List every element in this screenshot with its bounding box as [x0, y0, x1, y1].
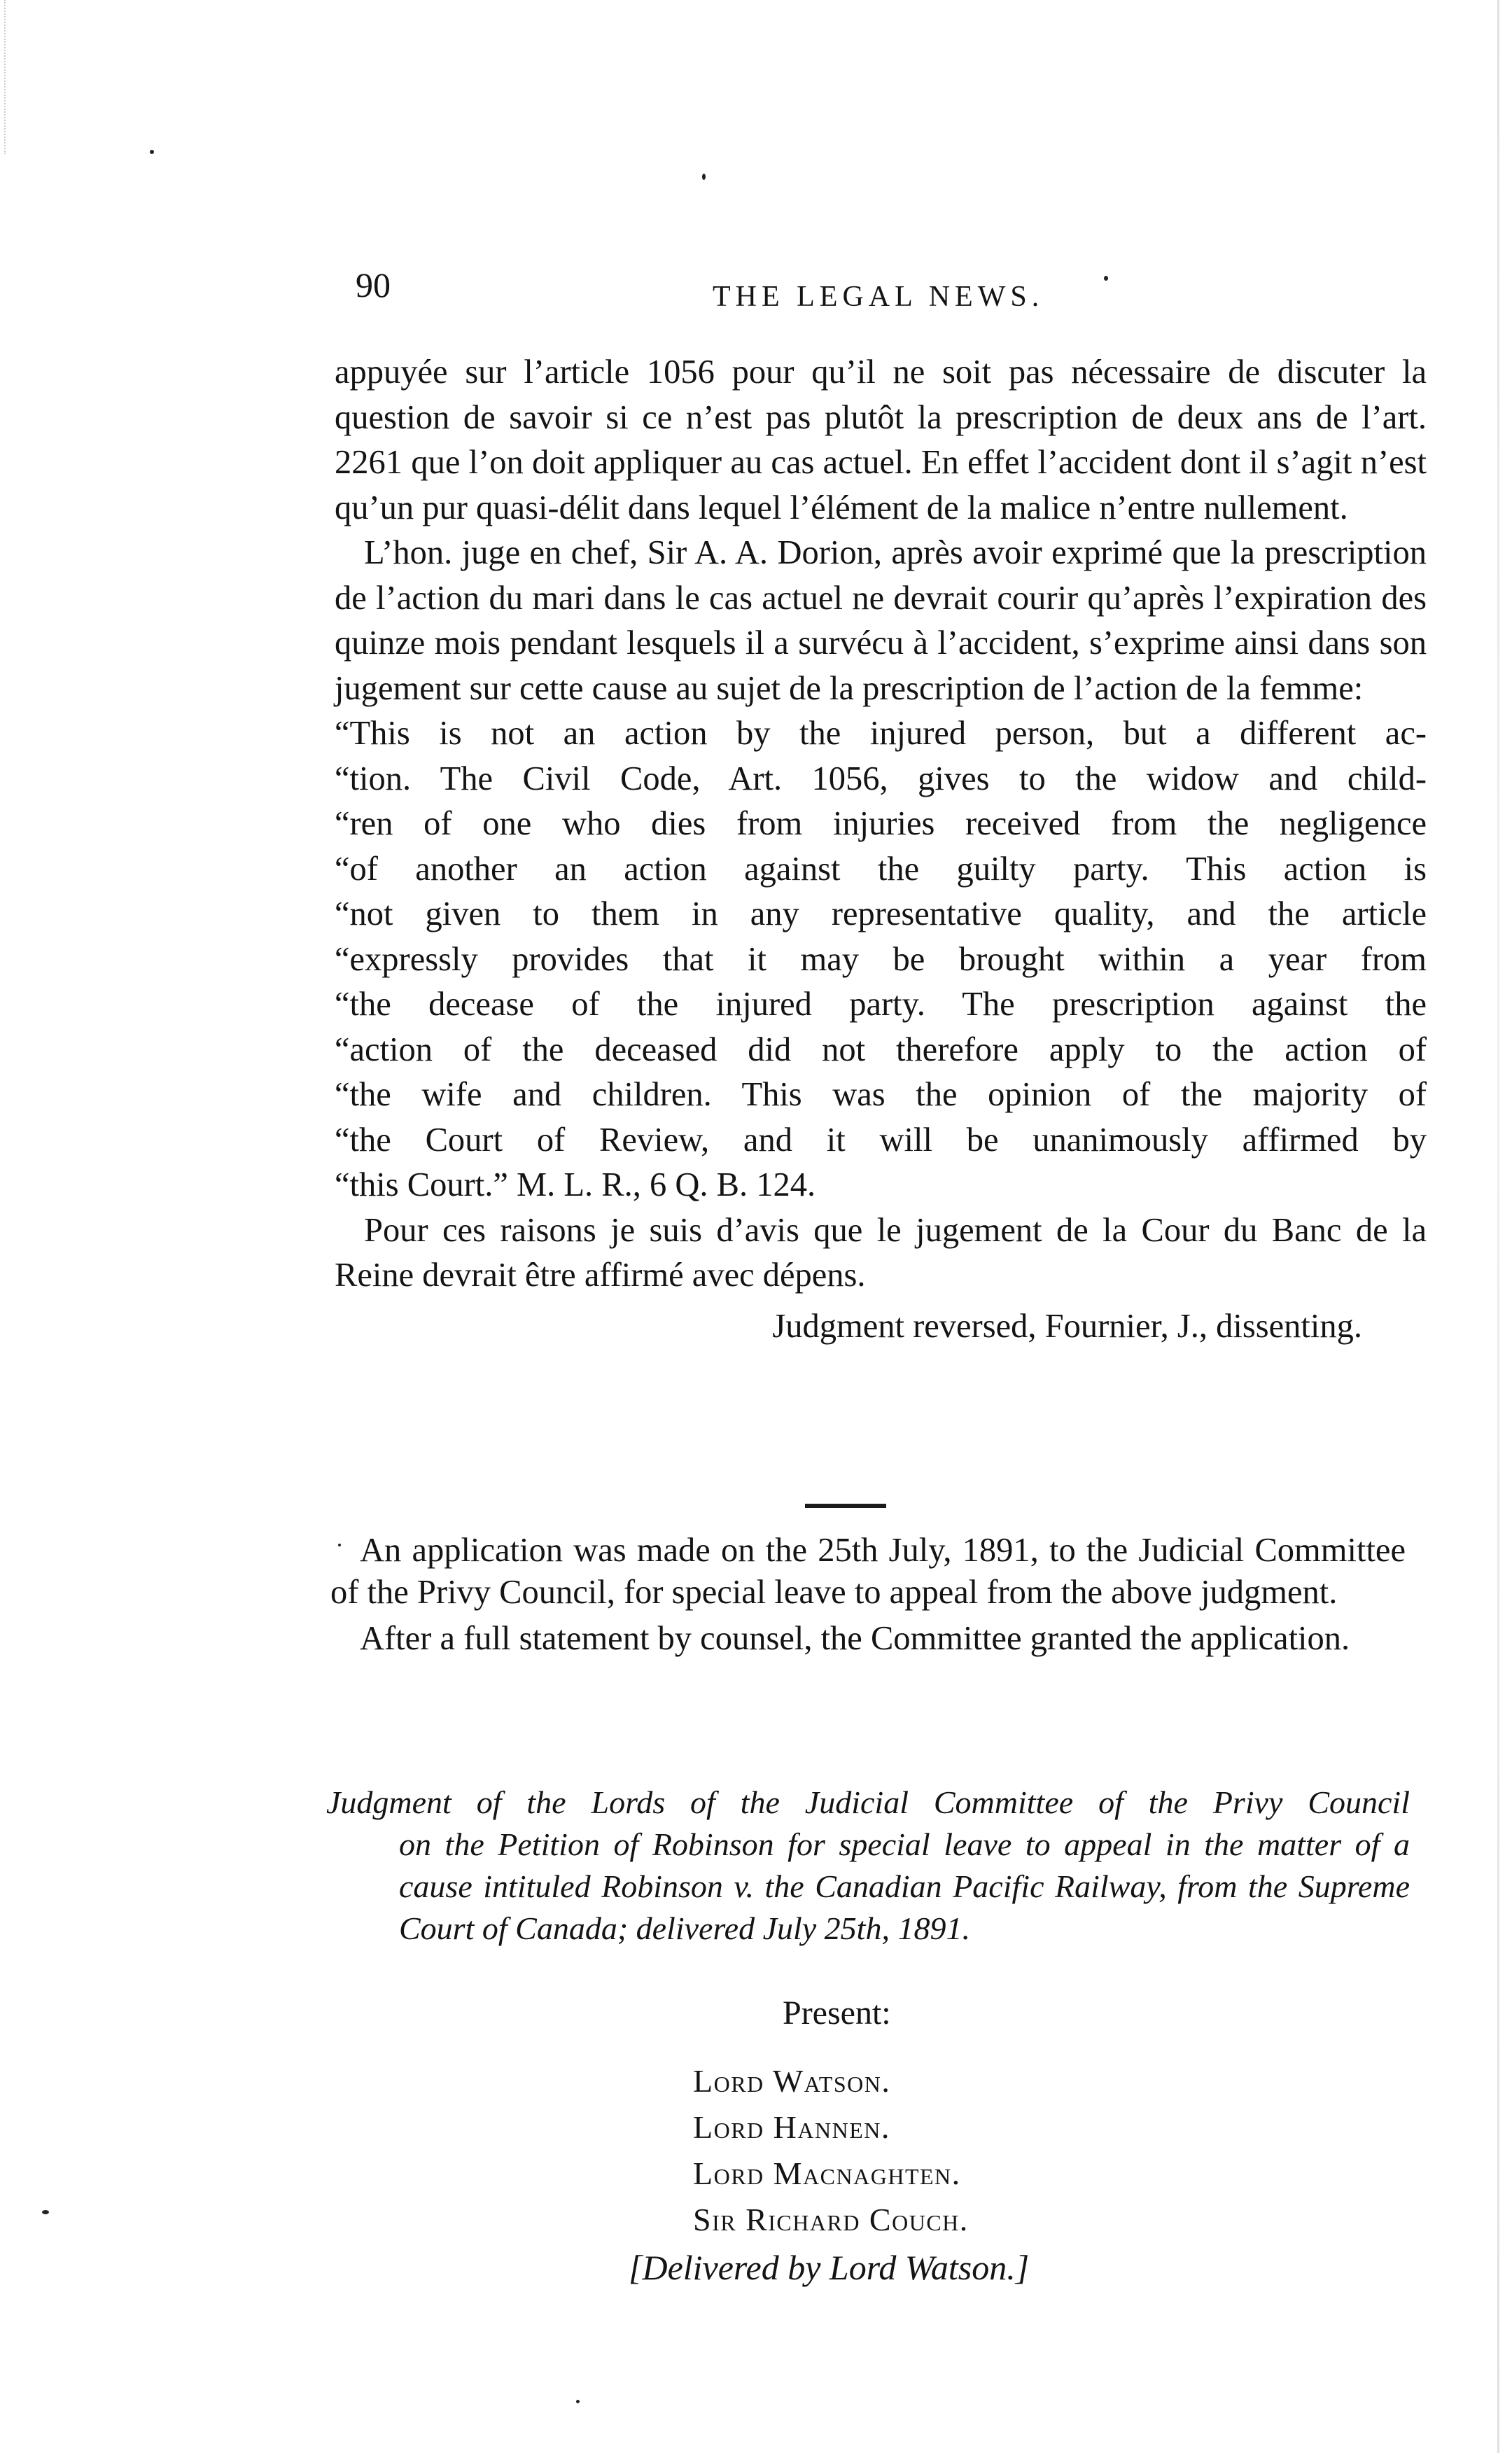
quote-line: “tion. The Civil Code, Art. 1056, gives to the widow and child- — [335, 760, 1427, 797]
lord-name: Lord Macnaghten. — [693, 2155, 961, 2191]
scan-speck — [702, 174, 706, 180]
page-edge-dots — [4, 0, 11, 154]
quote-line: “This is not an action by the injured person, but a different ac- — [335, 715, 1427, 752]
page-number: 90 — [356, 265, 391, 305]
quote-line: “the wife and children. This was the opinion of the majority of — [335, 1076, 1427, 1113]
scan-speck — [150, 150, 154, 154]
quote-line: “the Court of Review, and it will be unanimously affirmed by — [335, 1121, 1427, 1159]
caption-first-line: Judgment of the Lords of the Judicial Committee of the Privy Council — [326, 1784, 1410, 1820]
lord-name: Sir Richard Couch. — [693, 2202, 969, 2237]
scan-speck — [42, 2210, 49, 2214]
judgment-line: Judgment reversed, Fournier, J., dissenting. — [772, 1307, 1362, 1345]
page-edge-shadow — [1497, 0, 1499, 2453]
paragraph: appuyée sur l’article 1056 pour qu’il ne soit pas nécessaire de discuter la question de savoir si ce n’est pas plutôt la prescription de deux ans de l’art. 2261 que l’on doit appliquer au cas actuel. En effet l’accident dont il s’agit n’est qu’un pur quasi-délit dans lequel l’élément de la malice n’entre nullement. — [335, 354, 1427, 526]
quote-line: “expressly provides that it may be brought within a year from — [335, 940, 1427, 978]
paragraph: After a full statement by counsel, the Committee granted the application. — [360, 1620, 1350, 1657]
caption-rest: on the Petition of Robinson for special leave to appeal in the matter of a cause intituled Robinson v. the Canadian Pacific Railway, from the Supreme Court of Canada; delivered July 25th, 1891. — [399, 1826, 1410, 1946]
quote-line: “the decease of the injured party. The prescription against the — [335, 986, 1427, 1023]
quote-line: “of another an action against the guilty party. This action is — [335, 850, 1427, 888]
paragraph: L’hon. juge en chef, Sir A. A. Dorion, après avoir exprimé que la prescription de l’action du mari dans le cas actuel ne devrait courir qu’après l’expiration des quinze mois pendant lesquels il a survécu à l’accident, s’exprime ainsi dans son jugement sur cette cause au sujet de la prescription de l’action de la femme: — [335, 534, 1427, 707]
paragraph: An application was made on the 25th July, 1891, to the Judicial Committee of the Privy Council, for special leave to appeal from the above judgment. — [330, 1532, 1406, 1611]
body-text — [335, 350, 1427, 1349]
lords-list — [693, 2058, 969, 2243]
closing-paragraph: Pour ces raisons je suis d’avis que le jugement de la Cour du Banc de la Reine devrait être affirmé avec dépens. — [335, 1211, 1427, 1294]
scan-speck — [576, 2400, 580, 2403]
quote-line: “not given to them in any representative quality, and the article — [335, 895, 1427, 932]
judgment-caption — [326, 1782, 1410, 1950]
running-title: THE LEGAL NEWS. — [713, 281, 1044, 313]
page-header — [350, 265, 1428, 314]
lord-name: Lord Watson. — [693, 2063, 891, 2099]
present-label: Present: — [783, 1994, 891, 2032]
section-divider — [805, 1504, 886, 1508]
lord-name: Lord Hannen. — [693, 2109, 890, 2145]
quote-line: “this Court.” M. L. R., 6 Q. B. 124. — [335, 1166, 816, 1203]
quote-line: “action of the deceased did not therefore apply to the action of — [335, 1030, 1427, 1068]
application-section — [330, 1530, 1406, 1660]
quotation-block — [335, 711, 1427, 1208]
quote-line: “ren of one who dies from injuries received from the negligence — [335, 805, 1427, 842]
delivered-by: [Delivered by Lord Watson.] — [629, 2248, 1030, 2287]
